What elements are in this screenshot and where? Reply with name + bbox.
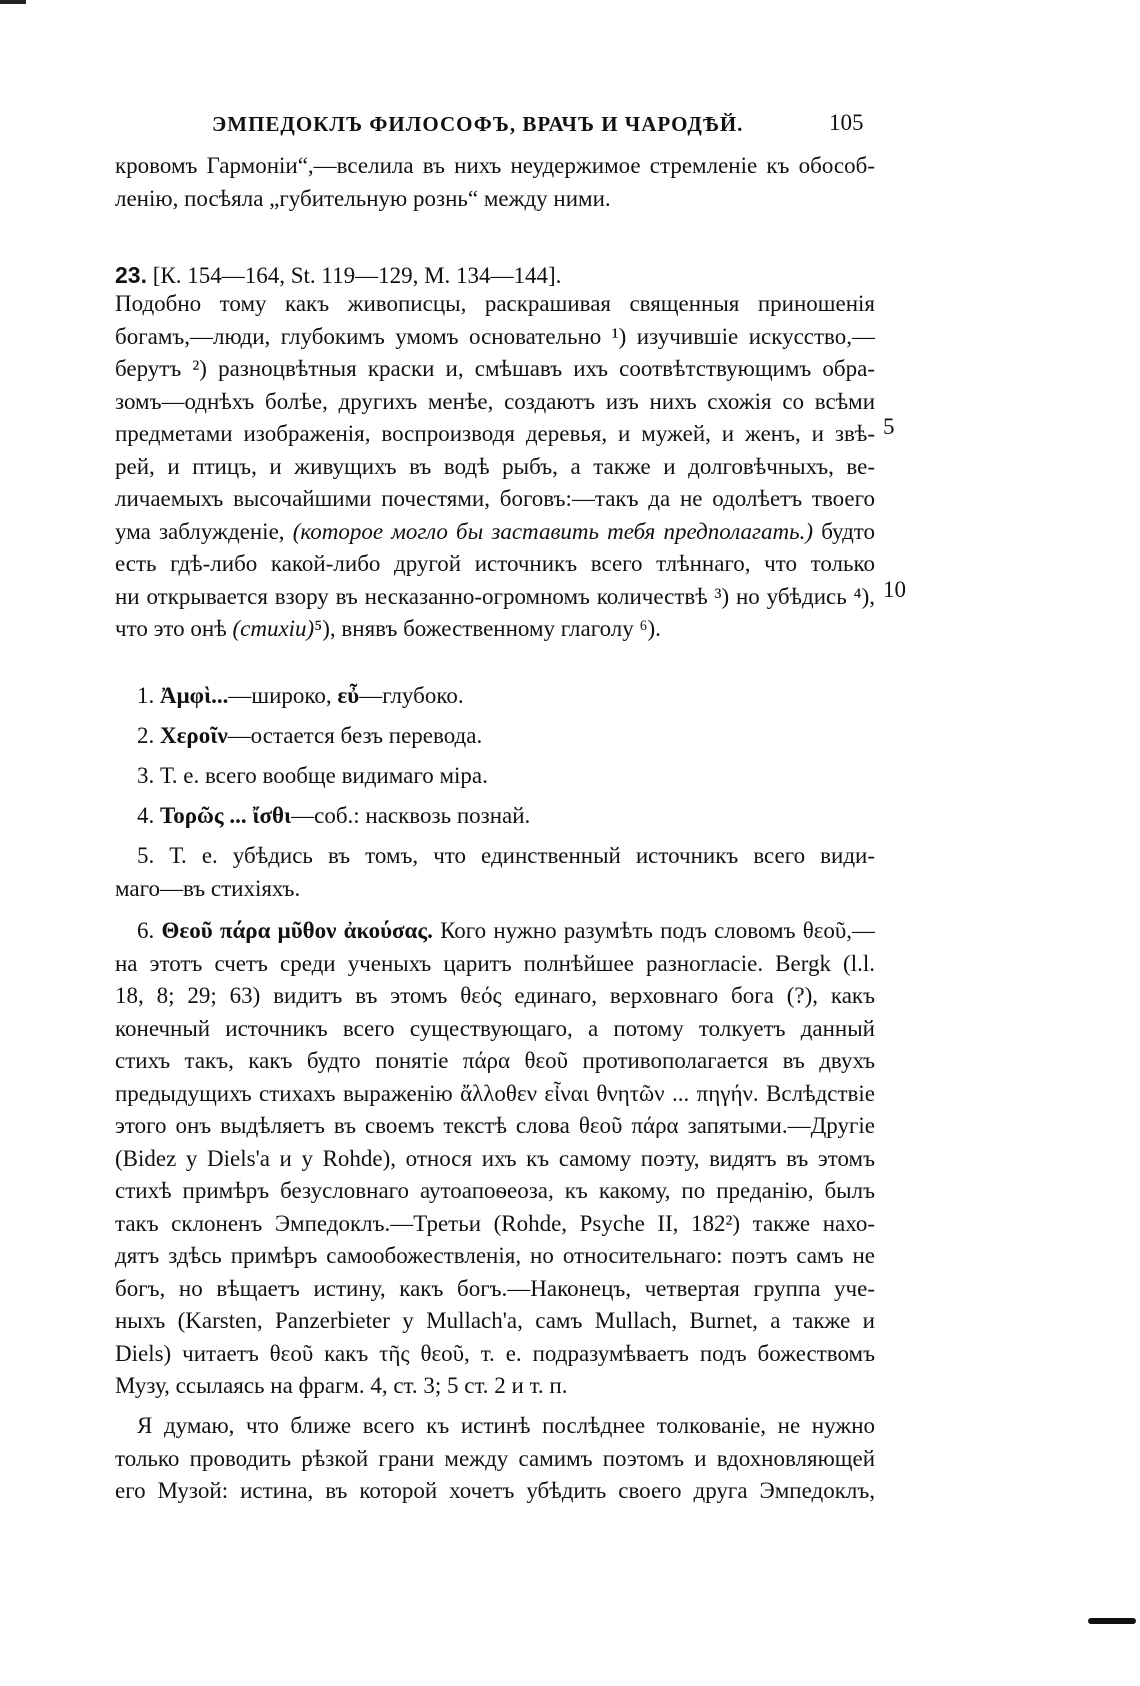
- text-line: [115, 516, 875, 549]
- note-2: 2. Χεροῖν—остается безъ перевода.: [137, 723, 483, 748]
- margin-ink-mark: [1088, 1618, 1136, 1624]
- text-line: 6. Θεοῦ πάρα μῦθον ἀκούσας. Кого нужно разумѣть подъ словомъ θεοῦ,—: [137, 918, 875, 943]
- text-line: 5. Т. е. убѣдись въ томъ, что единственный источникъ всего види-: [137, 843, 875, 868]
- text-line: только проводить рѣзкой грани между самимъ поэтомъ и вдохновляющей: [115, 1445, 875, 1471]
- italic-gloss: (стихіи): [232, 616, 315, 641]
- text-line: личаемыхъ высочайшими почестями, боговъ:—такъ да не одолѣетъ твоего: [115, 486, 875, 511]
- text-line: Я думаю, что ближе всего къ истинѣ послѣднее толкованіе, не нужно: [137, 1413, 875, 1438]
- note-1: 1. Ἀμφὶ...—широко, εὖ—глубоко.: [137, 683, 464, 708]
- text-line: [115, 613, 875, 646]
- text-line: богамъ,—люди, глубокимъ умомъ основательно ¹) изучившіе искусство,—: [115, 323, 875, 349]
- text-line: берутъ ²) разноцвѣтныя краски и, смѣшавъ ихъ соотвѣтствующимъ обра-: [115, 356, 875, 381]
- text-line: маго—въ стихіяхъ.: [115, 875, 301, 901]
- text-fragment: что это онѣ: [115, 616, 227, 641]
- translation-paragraph: [115, 288, 875, 646]
- text-line: ни открывается взору въ несказанно-огромномъ количествѣ ³) но убѣдись ⁴),: [115, 583, 875, 609]
- text-line: есть гдѣ-либо какой-либо другой источникъ всего тлѣннаго, что только: [115, 551, 875, 576]
- text-line: такъ склоненъ Эмпедоклъ.—Третьи (Rohde, Psyche II, 182²) также нахо-: [115, 1210, 875, 1236]
- verse-line-number: 5: [883, 414, 895, 439]
- italic-gloss: (которое могло бы заставить тебя предполагать.): [292, 518, 814, 544]
- text-line: на этотъ счетъ среди ученыхъ царитъ полнѣйшее разногласіе. Bergk (l.l.: [115, 950, 875, 976]
- text-line: кровомъ Гармоніи“,—вселила въ нихъ неудержимое стремленіе къ обособ-: [115, 153, 875, 178]
- text-line: его Музой: истина, въ которой хочетъ убѣдить своего друга Эмпедоклъ,: [115, 1478, 875, 1503]
- section-heading: [115, 262, 561, 289]
- text-line: этого онъ выдѣляетъ въ своемъ текстѣ слова θεοῦ πάρα запятыми.—Другіе: [115, 1113, 875, 1138]
- section-references: [К. 154—164, St. 119—129, М. 134—144].: [152, 263, 562, 288]
- text-line: зомъ—однѣхъ болѣе, другихъ менѣе, создаютъ изъ нихъ схожія со всѣми: [115, 388, 875, 414]
- text-line: ныхъ (Karsten, Panzerbieter у Mullach'а, самъ Mullach, Burnet, а также и: [115, 1308, 875, 1333]
- text-fragment: будто: [821, 518, 875, 544]
- text-fragment: ума заблужденіе,: [115, 518, 285, 544]
- section-number: 23.: [115, 262, 147, 288]
- text-line: (Bidez у Diels'а и у Rohde), относя ихъ къ самому поэту, видятъ въ этомъ: [115, 1145, 875, 1171]
- text-line: стихъ такъ, какъ будто понятіе πάρα θεοῦ противополагается въ двухъ: [115, 1048, 875, 1073]
- text-line: Diels) читаетъ θεοῦ какъ τῆς θεοῦ, т. е. подразумѣваетъ подъ божествомъ: [115, 1340, 875, 1366]
- note-3: 3. Т. е. всего вообще видимаго міра.: [137, 763, 488, 788]
- note-6: [115, 915, 875, 1403]
- verse-line-number: 10: [883, 577, 906, 602]
- text-line: конечный источникъ всего существующаго, а потому толкуетъ данный: [115, 1015, 875, 1041]
- note-5: [115, 840, 875, 905]
- page-number: 105: [829, 110, 864, 135]
- text-fragment: ⁵), внявъ божественному глаголу ⁶).: [314, 616, 661, 641]
- text-line: 18, 8; 29; 63) видитъ въ этомъ θεός единаго, верховнаго бога (?), какъ: [115, 983, 875, 1008]
- text-line: Музу, ссылаясь на фрагм. 4, ст. 3; 5 ст. 2 и т. п.: [115, 1373, 568, 1398]
- text-line: стихѣ примѣръ безусловнаго аутоапоѳеоза, къ какому, по преданію, былъ: [115, 1178, 875, 1203]
- text-line: предметами изображенія, воспроизводя деревья, и мужей, и женъ, и звѣ-: [115, 421, 875, 446]
- final-paragraph: [115, 1410, 875, 1508]
- intro-paragraph: [115, 150, 875, 215]
- text-line: ленію, посѣяла „губительную рознь“ между ними.: [115, 185, 611, 211]
- text-line: Подобно тому какъ живописцы, раскрашивая священныя приношенія: [115, 291, 875, 316]
- text-line: богъ, но вѣщаетъ истину, какъ богъ.—Наконецъ, четвертая группа уче-: [115, 1275, 875, 1301]
- scan-corner-mark: [0, 0, 26, 4]
- text-line: рей, и птицъ, и живущихъ въ водѣ рыбъ, а также и долговѣчныхъ, ве-: [115, 453, 875, 479]
- text-line: дятъ здѣсь примѣръ самообожествленія, но относительнаго: поэтъ самъ не: [115, 1243, 875, 1268]
- running-title: ЭМПЕДОКЛЪ ФИЛОСОФЪ, ВРАЧЪ И ЧАРОДѢЙ.: [212, 112, 744, 136]
- text-line: предыдущихъ стихахъ выраженію ἄλλοθεν εἶναι θνητῶν ... πηγήν. Вслѣдствіе: [115, 1080, 875, 1106]
- note-4: 4. Τορῶς ... ἴσθι—соб.: насквозь познай.: [137, 803, 531, 828]
